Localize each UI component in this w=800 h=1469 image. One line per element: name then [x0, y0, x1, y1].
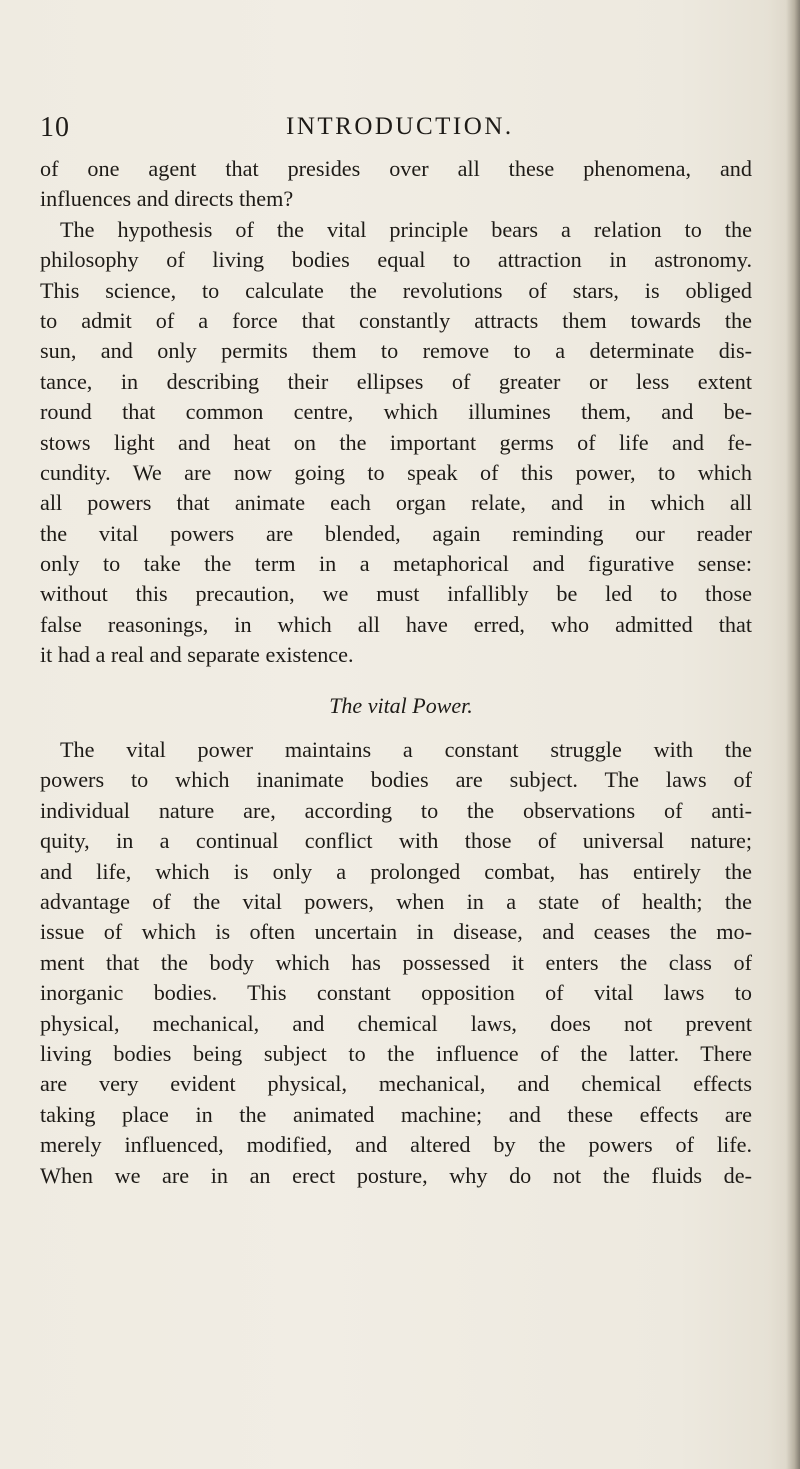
- text-line: ment that the body which has possessed it enters the class of: [40, 949, 752, 975]
- page-edge-shadow: [786, 0, 800, 1469]
- text-line: cundity. We are now going to speak of this power, to which: [40, 459, 752, 485]
- text-line: false reasonings, in which all have erred, who admitted that: [40, 611, 752, 637]
- text-line: This science, to calculate the revolutions of stars, is obliged: [40, 277, 752, 303]
- text-line: The vital power maintains a constant struggle with the: [60, 737, 752, 763]
- section-heading: The vital Power.: [329, 692, 473, 718]
- text-line: When we are in an erect posture, why do not the fluids de-: [40, 1162, 752, 1188]
- running-head: INTRODUCTION.: [286, 113, 514, 140]
- text-line: only to take the term in a metaphorical and figurative sense:: [40, 551, 752, 577]
- text-line: sun, and only permits them to remove to a determinate dis-: [40, 338, 752, 364]
- text-line: all powers that animate each organ relate, and in which all: [40, 490, 752, 516]
- text-line: round that common centre, which illumines them, and be-: [40, 399, 752, 425]
- text-line: without this precaution, we must infallibly be led to those: [40, 581, 752, 607]
- text-line: are very evident physical, mechanical, and chemical effects: [40, 1071, 752, 1097]
- page-number: 10: [40, 112, 70, 143]
- text-line: stows light and heat on the important germs of life and fe-: [40, 429, 752, 455]
- text-line: advantage of the vital powers, when in a state of health; the: [40, 888, 752, 914]
- text-line: issue of which is often uncertain in disease, and ceases the mo-: [40, 919, 752, 945]
- text-line: powers to which inanimate bodies are subject. The laws of: [40, 767, 752, 793]
- text-line: philosophy of living bodies equal to attraction in astronomy.: [40, 247, 752, 273]
- text-line: of one agent that presides over all these phenomena, and: [40, 156, 752, 181]
- text-line: taking place in the animated machine; and these effects are: [40, 1101, 752, 1127]
- text-line: The hypothesis of the vital principle bears a relation to the: [60, 216, 752, 242]
- text-line: physical, mechanical, and chemical laws, does not prevent: [40, 1010, 752, 1036]
- text-line: influences and directs them?: [40, 186, 294, 212]
- body-text: [40, 154, 752, 1191]
- text-line: tance, in describing their ellipses of greater or less extent: [40, 368, 752, 394]
- page-header: [40, 112, 760, 152]
- text-line: it had a real and separate existence.: [40, 642, 354, 668]
- text-line: inorganic bodies. This constant opposition of vital laws to: [40, 980, 752, 1006]
- text-line: merely influenced, modified, and altered by the powers of life.: [40, 1132, 752, 1158]
- text-line: individual nature are, according to the observations of anti-: [40, 797, 752, 823]
- text-line: the vital powers are blended, again reminding our reader: [40, 520, 752, 546]
- text-line: to admit of a force that constantly attracts them towards the: [40, 307, 752, 333]
- text-line: living bodies being subject to the influence of the latter. There: [40, 1040, 752, 1066]
- text-line: and life, which is only a prolonged combat, has entirely the: [40, 858, 752, 884]
- text-line: quity, in a continual conflict with those of universal nature;: [40, 828, 752, 854]
